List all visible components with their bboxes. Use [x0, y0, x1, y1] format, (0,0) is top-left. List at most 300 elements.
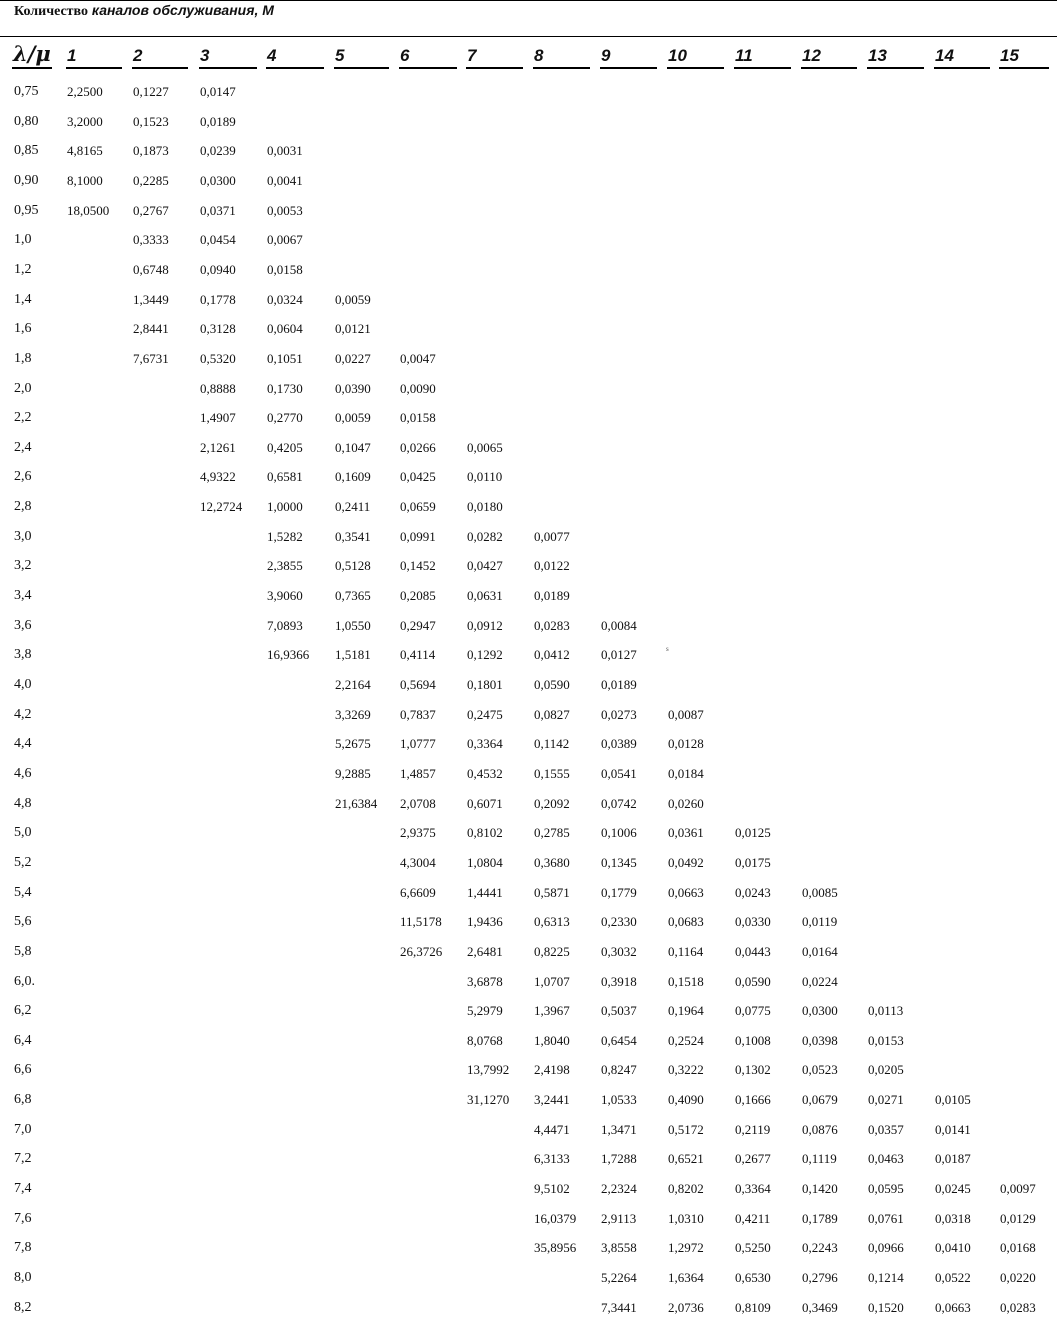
- row-label-header: λ/μ: [13, 41, 51, 66]
- table-cell: 11,5178: [400, 914, 442, 930]
- table-cell: 2,0708: [400, 795, 436, 811]
- table-cell: 0,1789: [802, 1210, 838, 1226]
- table-cell: 0,2330: [601, 914, 637, 930]
- table-cell: 18,0500: [67, 202, 110, 218]
- table-cell: 0,2677: [735, 1151, 771, 1167]
- column-header: 6: [400, 46, 410, 65]
- row-label: 5,4: [14, 884, 32, 900]
- table-cell: 0,0357: [868, 1121, 904, 1137]
- table-cell: 0,5250: [735, 1240, 771, 1256]
- table-cell: 0,0065: [467, 439, 503, 455]
- table-cell: 0,0129: [1000, 1210, 1036, 1226]
- table-cell: 0,0266: [400, 439, 436, 455]
- column-header: 14: [935, 46, 954, 65]
- header-underline: [66, 67, 122, 69]
- table-cell: 13,7992: [467, 1062, 510, 1078]
- row-label: 7,2: [14, 1151, 32, 1167]
- row-label: 3,0: [14, 528, 32, 544]
- table-cell: 0,2119: [735, 1121, 771, 1137]
- table-cell: 5,2264: [601, 1270, 637, 1285]
- row-label: 2,4: [14, 439, 32, 455]
- row-label: 1,4: [14, 291, 32, 307]
- column-header: 8: [534, 46, 544, 65]
- table-cell: 9,5102: [534, 1181, 570, 1197]
- table-cell: 0,1666: [735, 1092, 771, 1108]
- table-cell: 0,0084: [601, 617, 637, 633]
- column-header: 1: [67, 46, 77, 65]
- table-cell: 0,3333: [133, 232, 169, 248]
- row-label: 6,0.: [14, 973, 35, 989]
- table-cell: 1,2972: [668, 1240, 704, 1256]
- table-cell: 0,0590: [534, 677, 570, 692]
- table-cell: 1,5181: [335, 647, 371, 663]
- table-cell: 2,2324: [601, 1181, 637, 1197]
- table-cell: 0,0127: [601, 647, 637, 663]
- row-label: 0,95: [14, 202, 39, 218]
- row-label: 3,8: [14, 647, 32, 663]
- table-cell: 0,0282: [467, 528, 503, 544]
- header-underline: [734, 67, 791, 69]
- table-cell: 0,0991: [400, 528, 436, 544]
- row-label: 5,6: [14, 914, 32, 930]
- table-cell: 0,2411: [335, 499, 371, 515]
- table-cell: 0,0522: [935, 1270, 971, 1285]
- table-cell: 0,0041: [267, 172, 303, 188]
- table-cell: 0,2785: [534, 825, 570, 841]
- table-cell: 0,0523: [802, 1062, 838, 1078]
- column-header: 11: [735, 46, 753, 65]
- table-cell: 1,0533: [601, 1092, 637, 1108]
- table-cell: 0,0175: [735, 854, 771, 870]
- row-label: 7,0: [14, 1121, 32, 1137]
- table-cell: 0,1555: [534, 765, 570, 781]
- table-cell: 0,4090: [668, 1092, 704, 1108]
- table-cell: 0,3469: [802, 1299, 838, 1315]
- table-cell: 4,4471: [534, 1121, 570, 1137]
- table-cell: 0,7837: [400, 706, 436, 722]
- table-cell: 0,0047: [400, 350, 436, 366]
- table-cell: 0,2243: [802, 1240, 838, 1256]
- row-label: 1,6: [14, 321, 32, 337]
- table-cell: 0,1520: [868, 1299, 904, 1315]
- table-cell: 0,0876: [802, 1121, 838, 1137]
- table-cell: 0,0031: [267, 143, 303, 159]
- table-cell: 3,6878: [467, 973, 503, 989]
- row-label: 6,8: [14, 1092, 32, 1108]
- table-cell: 0,0087: [668, 706, 704, 722]
- table-cell: 0,1006: [601, 825, 637, 841]
- table-cell: 0,6521: [668, 1151, 704, 1167]
- table-cell: 0,0425: [400, 469, 436, 485]
- table-cell: 0,2947: [400, 617, 436, 633]
- table-cell: 0,1214: [868, 1270, 904, 1285]
- table-cell: 1,5282: [267, 528, 303, 544]
- header-underline: [801, 67, 857, 69]
- table-cell: 0,1730: [267, 380, 303, 396]
- column-header: 13: [868, 46, 887, 65]
- table-cell: 3,2000: [67, 113, 103, 129]
- row-label: 1,0: [14, 232, 32, 248]
- table-cell: 1,0000: [267, 499, 303, 515]
- table-cell: 0,0113: [868, 1003, 904, 1019]
- table-cell: 0,0966: [868, 1240, 904, 1256]
- table-title-prefix: Количество: [14, 4, 89, 19]
- column-header: 9: [601, 46, 611, 65]
- table-cell: 0,0912: [467, 617, 503, 633]
- table-cell: 0,0119: [802, 914, 838, 930]
- table-cell: 35,8956: [534, 1240, 577, 1256]
- column-header: 12: [802, 46, 821, 65]
- row-label: 3,6: [14, 617, 32, 633]
- table-cell: 0,8888: [200, 380, 236, 396]
- column-header: 7: [467, 46, 477, 65]
- header-underline: [266, 67, 324, 69]
- table-cell: 0,6530: [735, 1270, 771, 1285]
- table-cell: 0,0260: [668, 795, 704, 811]
- table-cell: 7,0893: [267, 617, 303, 633]
- table-cell: 0,1420: [802, 1181, 838, 1197]
- table-cell: 0,3364: [467, 736, 503, 752]
- table-cell: 0,0141: [935, 1121, 971, 1137]
- table-cell: 0,1801: [467, 677, 503, 692]
- table-cell: 0,0663: [935, 1299, 971, 1315]
- table-cell: 0,6454: [601, 1032, 637, 1048]
- top-rule: [0, 0, 1057, 1]
- table-cell: 0,0398: [802, 1032, 838, 1048]
- table-cell: 7,6731: [133, 350, 169, 366]
- table-cell: 0,1051: [267, 350, 303, 366]
- table-cell: 0,0271: [868, 1092, 904, 1108]
- row-label: 8,2: [14, 1299, 32, 1315]
- table-title-rest: каналов обслуживания, M: [88, 2, 274, 18]
- table-cell: 0,0940: [200, 261, 236, 277]
- column-header: 4: [267, 46, 277, 65]
- table-cell: 0,0324: [267, 291, 303, 307]
- table-cell: 0,0659: [400, 499, 436, 515]
- table-title: [14, 2, 274, 20]
- header-underline: [934, 67, 990, 69]
- table-cell: 0,0227: [335, 350, 371, 366]
- table-cell: 0,0121: [335, 321, 371, 337]
- table-cell: 2,6481: [467, 943, 503, 959]
- table-cell: 0,0590: [735, 973, 771, 989]
- row-label: 4,6: [14, 765, 32, 781]
- header-underline: [334, 67, 389, 69]
- table-cell: 0,5037: [601, 1003, 637, 1019]
- row-label: 6,4: [14, 1032, 32, 1048]
- table-cell: 0,2085: [400, 588, 436, 604]
- table-cell: 0,0330: [735, 914, 771, 930]
- table-cell: 0,0077: [534, 528, 570, 544]
- table-cell: 0,0168: [1000, 1240, 1036, 1256]
- table-cell: 0,0679: [802, 1092, 838, 1108]
- table-cell: 2,1261: [200, 439, 236, 455]
- table-cell: 0,0243: [735, 884, 771, 900]
- table-cell: 1,0707: [534, 973, 570, 989]
- row-label: 7,8: [14, 1240, 32, 1256]
- row-label: 4,4: [14, 736, 32, 752]
- table-cell: 0,1227: [133, 84, 169, 99]
- table-cell: 0,0443: [735, 943, 771, 959]
- table-cell: 4,8165: [67, 143, 103, 159]
- table-cell: 0,0158: [267, 261, 303, 277]
- column-header: 15: [1000, 46, 1019, 65]
- table-cell: 0,0775: [735, 1003, 771, 1019]
- table-cell: 0,3680: [534, 854, 570, 870]
- table-cell: 3,2441: [534, 1092, 570, 1108]
- table-cell: 0,1008: [735, 1032, 771, 1048]
- table-cell: 0,0300: [802, 1003, 838, 1019]
- table-cell: 0,1518: [668, 973, 704, 989]
- table-cell: 0,0184: [668, 765, 704, 781]
- table-cell: 0,0283: [1000, 1299, 1036, 1315]
- table-cell: 0,0318: [935, 1210, 971, 1226]
- row-label: 3,4: [14, 588, 32, 604]
- table-cell: 0,2524: [668, 1032, 704, 1048]
- table-cell: 1,8040: [534, 1032, 570, 1048]
- table-cell: 6,3133: [534, 1151, 570, 1167]
- row-label: 2,6: [14, 469, 32, 485]
- row-label: 4,0: [14, 677, 32, 692]
- table-cell: 0,6581: [267, 469, 303, 485]
- table-cell: 0,1345: [601, 854, 637, 870]
- table-cell: 0,8109: [735, 1299, 771, 1315]
- table-cell: 0,5128: [335, 558, 371, 574]
- table-cell: 0,0541: [601, 765, 637, 781]
- stray-mark: s: [666, 645, 669, 653]
- row-label: 4,8: [14, 795, 32, 811]
- table-cell: 0,0059: [335, 291, 371, 307]
- table-cell: 0,0663: [668, 884, 704, 900]
- table-cell: 1,3471: [601, 1121, 637, 1137]
- table-cell: 0,0371: [200, 202, 236, 218]
- table-cell: 0,4114: [400, 647, 436, 663]
- table-cell: 2,9375: [400, 825, 436, 841]
- table-cell: 1,0550: [335, 617, 371, 633]
- table-cell: 0,0085: [802, 884, 838, 900]
- table-cell: 0,0187: [935, 1151, 971, 1167]
- table-cell: 0,0742: [601, 795, 637, 811]
- row-label: 4,2: [14, 706, 32, 722]
- table-cell: 0,1964: [668, 1003, 704, 1019]
- table-cell: 12,2724: [200, 499, 243, 515]
- table-cell: 0,0427: [467, 558, 503, 574]
- table-cell: 2,2500: [67, 84, 103, 99]
- table-cell: 0,4211: [735, 1210, 771, 1226]
- table-cell: 8,1000: [67, 172, 103, 188]
- table-cell: 2,9113: [601, 1210, 637, 1226]
- table-cell: 0,1873: [133, 143, 169, 159]
- table-cell: 0,2796: [802, 1270, 838, 1285]
- row-label: 2,2: [14, 410, 32, 426]
- table-cell: 0,1047: [335, 439, 371, 455]
- table-cell: 0,7365: [335, 588, 371, 604]
- table-cell: 7,3441: [601, 1299, 637, 1315]
- header-underline: [999, 67, 1049, 69]
- table-cell: 0,2767: [133, 202, 169, 218]
- table-cell: 0,0090: [400, 380, 436, 396]
- table-cell: 0,0059: [335, 410, 371, 426]
- table-cell: 0,0595: [868, 1181, 904, 1197]
- row-label: 8,0: [14, 1270, 32, 1285]
- table-cell: 0,5172: [668, 1121, 704, 1137]
- table-cell: 26,3726: [400, 943, 443, 959]
- table-cell: 0,0205: [868, 1062, 904, 1078]
- row-label: 0,75: [14, 84, 39, 99]
- table-cell: 5,2675: [335, 736, 371, 752]
- table-cell: 0,8202: [668, 1181, 704, 1197]
- row-label: 2,0: [14, 380, 32, 396]
- table-cell: 0,1164: [668, 943, 704, 959]
- table-cell: 0,1119: [802, 1151, 837, 1167]
- table-cell: 1,6364: [668, 1270, 704, 1285]
- table-cell: 0,1452: [400, 558, 436, 574]
- table-cell: 0,0761: [868, 1210, 904, 1226]
- table-cell: 0,0097: [1000, 1181, 1036, 1197]
- header-underline: [399, 67, 457, 69]
- table-cell: 0,0125: [735, 825, 771, 841]
- row-label: 6,2: [14, 1003, 32, 1019]
- row-label: 0,80: [14, 113, 39, 129]
- header-underline: [132, 67, 188, 69]
- table-cell: 0,1142: [534, 736, 570, 752]
- table-cell: 0,0412: [534, 647, 570, 663]
- table-cell: 0,0361: [668, 825, 704, 841]
- table-cell: 0,8247: [601, 1062, 637, 1078]
- table-cell: 1,4441: [467, 884, 503, 900]
- table-cell: 2,0736: [668, 1299, 704, 1315]
- table-cell: 2,8441: [133, 321, 169, 337]
- table-cell: 0,6748: [133, 261, 169, 277]
- table-cell: 16,9366: [267, 647, 310, 663]
- row-label: 1,2: [14, 261, 32, 277]
- table-cell: 0,4532: [467, 765, 503, 781]
- header-underline: [12, 67, 52, 69]
- table-cell: 0,0189: [534, 588, 570, 604]
- table-cell: 0,3032: [601, 943, 637, 959]
- table-cell: 1,0777: [400, 736, 436, 752]
- table-cell: 2,4198: [534, 1062, 570, 1078]
- table-cell: 0,3128: [200, 321, 236, 337]
- table-cell: 16,0379: [534, 1210, 577, 1226]
- header-underline: [466, 67, 523, 69]
- table-cell: 1,7288: [601, 1151, 637, 1167]
- table-cell: 0,0410: [935, 1240, 971, 1256]
- column-header: 3: [200, 46, 210, 65]
- table-cell: 0,0122: [534, 558, 570, 574]
- table-cell: 0,0220: [1000, 1270, 1036, 1285]
- row-label: 7,6: [14, 1210, 32, 1226]
- table-cell: 0,4205: [267, 439, 303, 455]
- table-cell: 0,0067: [267, 232, 303, 248]
- table-cell: 1,4857: [400, 765, 436, 781]
- table-cell: 2,2164: [335, 677, 371, 692]
- table-cell: 0,0827: [534, 706, 570, 722]
- table-cell: 0,0390: [335, 380, 371, 396]
- table-cell: 1,9436: [467, 914, 503, 930]
- title-rule: [0, 36, 1057, 37]
- table-cell: 0,1523: [133, 113, 169, 129]
- table-cell: 6,6609: [400, 884, 436, 900]
- table-cell: 0,0189: [601, 677, 637, 692]
- column-header: 10: [668, 46, 687, 65]
- header-underline: [867, 67, 924, 69]
- row-label: 3,2: [14, 558, 32, 574]
- table-cell: 0,0283: [534, 617, 570, 633]
- table-cell: 0,0224: [802, 973, 838, 989]
- table-cell: 0,0463: [868, 1151, 904, 1167]
- header-underline: [667, 67, 724, 69]
- table-cell: 3,8558: [601, 1240, 637, 1256]
- table-cell: 0,2092: [534, 795, 570, 811]
- table-cell: 0,5694: [400, 677, 436, 692]
- table-cell: 0,2285: [133, 172, 169, 188]
- table-cell: 31,1270: [467, 1092, 510, 1108]
- table-cell: 3,3269: [335, 706, 371, 722]
- table-cell: 1,0310: [668, 1210, 704, 1226]
- table-cell: 4,9322: [200, 469, 236, 485]
- table-cell: 0,0147: [200, 84, 236, 99]
- table-cell: 0,0239: [200, 143, 236, 159]
- table-cell: 0,0245: [935, 1181, 971, 1197]
- row-label: 5,0: [14, 825, 32, 841]
- table-cell: 21,6384: [335, 795, 378, 811]
- table-cell: 1,4907: [200, 410, 236, 426]
- table-cell: 0,8102: [467, 825, 503, 841]
- table-cell: 2,3855: [267, 558, 303, 574]
- table-cell: 0,0105: [935, 1092, 971, 1108]
- table-cell: 0,3918: [601, 973, 637, 989]
- header-underline: [533, 67, 590, 69]
- table-cell: 0,0454: [200, 232, 236, 248]
- table-cell: 0,0189: [200, 113, 236, 129]
- table-cell: 0,0180: [467, 499, 503, 515]
- table-cell: 0,1609: [335, 469, 371, 485]
- table-cell: 1,3449: [133, 291, 169, 307]
- row-label: 6,6: [14, 1062, 32, 1078]
- table-cell: 0,5320: [200, 350, 236, 366]
- table-cell: 0,0300: [200, 172, 236, 188]
- table-cell: 0,1292: [467, 647, 503, 663]
- table-cell: 0,1779: [601, 884, 637, 900]
- table-cell: 0,0158: [400, 410, 436, 426]
- table-cell: 0,0110: [467, 469, 503, 485]
- table-cell: 0,3222: [668, 1062, 704, 1078]
- table-cell: 0,0631: [467, 588, 503, 604]
- row-label: 0,90: [14, 172, 39, 188]
- table-cell: 0,0389: [601, 736, 637, 752]
- table-cell: 9,2885: [335, 765, 371, 781]
- table-cell: 0,0604: [267, 321, 303, 337]
- table-cell: 0,1778: [200, 291, 236, 307]
- table-cell: 1,3967: [534, 1003, 570, 1019]
- table-cell: 0,0128: [668, 736, 704, 752]
- table-cell: 0,0053: [267, 202, 303, 218]
- row-label: 7,4: [14, 1181, 32, 1197]
- column-header: 5: [335, 46, 345, 65]
- table-cell: 0,0153: [868, 1032, 904, 1048]
- table-cell: 0,0273: [601, 706, 637, 722]
- table-cell: 0,2475: [467, 706, 503, 722]
- table-cell: 0,0164: [802, 943, 838, 959]
- table-cell: 0,2770: [267, 410, 303, 426]
- table-cell: 3,9060: [267, 588, 303, 604]
- table-cell: 0,3541: [335, 528, 371, 544]
- table-cell: 0,6313: [534, 914, 570, 930]
- header-underline: [199, 67, 257, 69]
- row-label: 0,85: [14, 143, 39, 159]
- table-cell: 0,0492: [668, 854, 704, 870]
